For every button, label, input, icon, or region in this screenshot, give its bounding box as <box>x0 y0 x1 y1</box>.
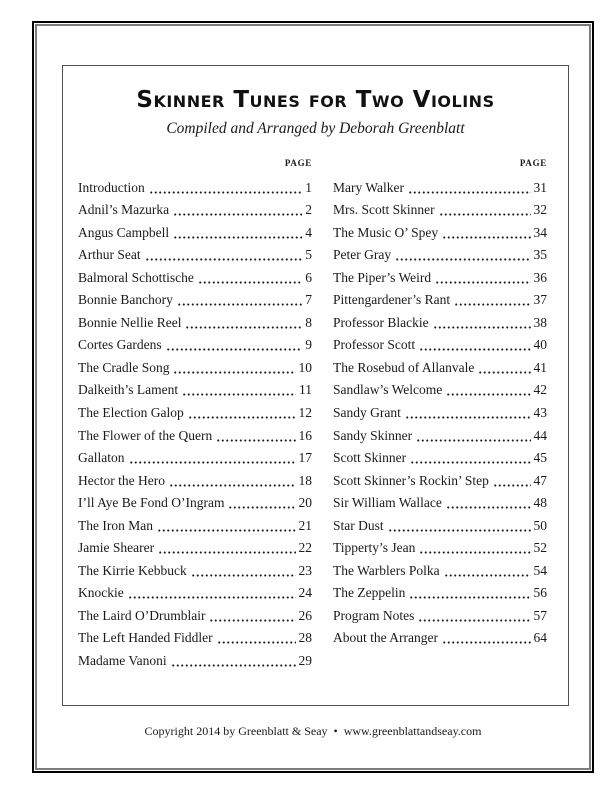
toc-entry-page: 22 <box>298 540 312 556</box>
toc-entry <box>333 466 547 489</box>
dot-leader <box>198 279 302 286</box>
dot-leader <box>409 594 530 601</box>
toc-entry <box>333 556 547 579</box>
dot-leader <box>493 482 531 489</box>
dot-leader <box>166 346 303 353</box>
toc-entry-page: 7 <box>305 292 312 308</box>
toc-entry-title: Program Notes <box>333 607 415 623</box>
dot-leader <box>416 437 530 444</box>
toc-entry-title: Scott Skinner <box>333 450 407 466</box>
toc-entry-title: The Zeppelin <box>333 585 406 601</box>
page-column-header-left: PAGE <box>284 158 312 168</box>
toc-entry-page: 2 <box>305 202 312 218</box>
toc-entry <box>78 556 312 579</box>
dot-leader <box>158 549 295 556</box>
toc-column-left <box>78 155 312 669</box>
dot-leader <box>405 414 531 421</box>
toc-entry-page: 9 <box>305 337 312 353</box>
toc-entry <box>78 218 312 241</box>
toc-entry-page: 11 <box>299 382 312 398</box>
dot-leader <box>419 549 530 556</box>
toc-entry <box>333 398 547 421</box>
toc-entry <box>333 511 547 534</box>
toc-entry-title: Angus Campbell <box>78 224 170 240</box>
toc-entry <box>333 331 547 354</box>
toc-entry <box>333 444 547 467</box>
toc-entry-title: The Cradle Song <box>78 359 170 375</box>
toc-entry-title: Cortes Gardens <box>78 337 162 353</box>
toc-entry-title: Mary Walker <box>333 179 405 195</box>
page-title: Skinner Tunes for Two Violins <box>136 87 495 113</box>
toc-entry <box>333 286 547 309</box>
toc-entry <box>333 421 547 444</box>
dot-leader <box>145 256 303 263</box>
toc-entry-page: 17 <box>298 450 312 466</box>
toc-entry-title: Introduction <box>78 179 145 195</box>
toc-entry-page: 10 <box>298 359 312 375</box>
dot-leader <box>209 617 295 624</box>
toc-entry <box>333 353 547 376</box>
toc-entry <box>78 353 312 376</box>
dot-leader <box>173 369 295 376</box>
toc-entry-page: 50 <box>533 517 547 533</box>
toc-entry <box>333 218 547 241</box>
dot-leader <box>128 594 296 601</box>
toc-entry-page: 42 <box>533 382 547 398</box>
toc-entry-page: 64 <box>533 630 547 646</box>
toc-entry-title: The Flower of the Quern <box>78 427 213 443</box>
toc-entry-page: 18 <box>298 472 312 488</box>
toc-entry-title: Gallaton <box>78 450 125 466</box>
toc-entry-title: The Rosebud of Allanvale <box>333 359 475 375</box>
toc-entry-title: Jamie Shearer <box>78 540 155 556</box>
toc-entry-title: The Piper’s Weird <box>333 269 432 285</box>
toc-entry-page: 28 <box>298 630 312 646</box>
toc-entry <box>78 624 312 647</box>
dot-leader <box>433 324 531 331</box>
toc-entry-title: Tipperty’s Jean <box>333 540 416 556</box>
toc-entry-title: Bonnie Nellie Reel <box>78 314 182 330</box>
toc-entry-title: Sandlaw’s Welcome <box>333 382 443 398</box>
toc-entry <box>78 263 312 286</box>
toc-entry <box>78 489 312 512</box>
toc-entry <box>78 376 312 399</box>
toc-entry <box>78 444 312 467</box>
toc-entry <box>333 263 547 286</box>
toc-entry <box>78 286 312 309</box>
toc-entry <box>78 534 312 557</box>
dot-leader <box>173 211 302 218</box>
toc-entry-title: The Laird O’Drumblair <box>78 607 206 623</box>
toc-entry-title: Pittengardener’s Rant <box>333 292 451 308</box>
dot-leader <box>173 234 302 241</box>
toc-entry-title: I’ll Aye Be Fond O’Ingram <box>78 495 225 511</box>
dot-leader <box>419 346 530 353</box>
toc-entry-title: Professor Blackie <box>333 314 429 330</box>
toc-entry <box>333 196 547 219</box>
toc-entry-title: The Left Handed Fiddler <box>78 630 213 646</box>
toc-entry-page: 4 <box>305 224 312 240</box>
toc-entry-title: The Kirrie Kebbuck <box>78 562 187 578</box>
dot-leader <box>410 459 530 466</box>
toc-entry-page: 38 <box>533 314 547 330</box>
toc-entry-title: Balmoral Schottische <box>78 269 194 285</box>
toc-entry-page: 31 <box>533 179 547 195</box>
toc-entry <box>78 241 312 264</box>
toc-entry <box>78 601 312 624</box>
toc-entry-page: 56 <box>533 585 547 601</box>
toc-entry-page: 41 <box>533 359 547 375</box>
toc-entry-title: Professor Scott <box>333 337 416 353</box>
toc-entry-title: The Election Galop <box>78 405 184 421</box>
toc-entry <box>78 466 312 489</box>
toc-entry-page: 8 <box>305 314 312 330</box>
toc-entry-page: 26 <box>298 607 312 623</box>
toc-entry-page: 40 <box>533 337 547 353</box>
toc-entry-page: 1 <box>305 179 312 195</box>
toc-entry-page: 43 <box>533 405 547 421</box>
toc-entry-page: 34 <box>533 224 547 240</box>
toc-entry <box>78 331 312 354</box>
dot-leader <box>228 504 295 511</box>
toc-entry <box>333 241 547 264</box>
dot-leader <box>182 391 296 398</box>
dot-leader <box>478 369 530 376</box>
toc-entry-title: About the Arranger <box>333 630 438 646</box>
dot-leader <box>388 527 531 534</box>
toc-entry-page: 37 <box>533 292 547 308</box>
toc-entry-page: 54 <box>533 562 547 578</box>
toc-entry <box>78 511 312 534</box>
toc-entry-page: 45 <box>533 450 547 466</box>
toc-entry <box>333 489 547 512</box>
toc-entry-page: 48 <box>533 495 547 511</box>
toc-entry-title: Bonnie Banchory <box>78 292 173 308</box>
toc-entry <box>333 173 547 196</box>
page-subtitle: Compiled and Arranged by Deborah Greenblatt <box>166 120 465 137</box>
toc-entry-title: Sandy Grant <box>333 405 401 421</box>
toc-entry-page: 23 <box>298 562 312 578</box>
content-frame <box>62 65 569 706</box>
toc-entry <box>333 376 547 399</box>
dot-leader <box>188 414 296 421</box>
toc-entry <box>333 624 547 647</box>
toc-entry-page: 32 <box>533 202 547 218</box>
toc-entry-title: The Music O’ Spey <box>333 224 439 240</box>
dot-leader <box>408 189 530 196</box>
toc-entry-page: 5 <box>305 247 312 263</box>
toc-entry-page: 35 <box>533 247 547 263</box>
toc-entry-page: 16 <box>298 427 312 443</box>
dot-leader <box>177 301 302 308</box>
toc-entry-title: Sandy Skinner <box>333 427 413 443</box>
toc-entry-page: 20 <box>298 495 312 511</box>
dot-leader <box>454 301 530 308</box>
toc-columns <box>63 155 568 669</box>
dot-leader <box>444 572 531 579</box>
dot-leader <box>418 617 530 624</box>
toc-entry <box>333 601 547 624</box>
toc-entry <box>78 646 312 669</box>
dot-leader <box>435 279 530 286</box>
dot-leader <box>217 639 296 646</box>
toc-entry-page: 12 <box>298 405 312 421</box>
toc-entry-title: The Warblers Polka <box>333 562 440 578</box>
dot-leader <box>149 189 303 196</box>
toc-entry-page: 36 <box>533 269 547 285</box>
toc-entry-title: Knockie <box>78 585 124 601</box>
toc-entry-page: 21 <box>298 517 312 533</box>
dot-leader <box>446 391 530 398</box>
toc-entry <box>78 196 312 219</box>
dot-leader <box>171 662 296 669</box>
toc-entry-page: 52 <box>533 540 547 556</box>
dot-leader <box>395 256 530 263</box>
dot-leader <box>446 504 531 511</box>
toc-entry-title: Mrs. Scott Skinner <box>333 202 435 218</box>
toc-entry-title: Adnil’s Mazurka <box>78 202 170 218</box>
toc-entry <box>78 579 312 602</box>
toc-entry <box>78 421 312 444</box>
toc-entry <box>333 308 547 331</box>
toc-list-right <box>333 173 547 646</box>
toc-entry-title: Arthur Seat <box>78 247 141 263</box>
toc-entry-page: 24 <box>298 585 312 601</box>
toc-entry-title: Sir William Wallace <box>333 495 442 511</box>
toc-entry <box>78 398 312 421</box>
toc-list-left <box>78 173 312 669</box>
toc-entry-title: Scott Skinner’s Rockin’ Step <box>333 472 489 488</box>
toc-entry-page: 44 <box>533 427 547 443</box>
dot-leader <box>442 234 530 241</box>
toc-entry-title: Madame Vanoni <box>78 653 167 669</box>
toc-entry-page: 57 <box>533 607 547 623</box>
dot-leader <box>191 572 296 579</box>
toc-entry-page: 6 <box>305 269 312 285</box>
toc-entry-page: 29 <box>298 653 312 669</box>
dot-leader <box>157 527 296 534</box>
dot-leader <box>439 211 531 218</box>
toc-entry-title: Peter Gray <box>333 247 392 263</box>
dot-leader <box>216 437 295 444</box>
toc-entry-title: Dalkeith’s Lament <box>78 382 179 398</box>
footer-copyright: Copyright 2014 by Greenblatt & Seay • www.greenblattandseay.com <box>144 724 482 738</box>
toc-column-right <box>333 155 547 669</box>
dot-leader <box>442 639 531 646</box>
toc-entry <box>78 308 312 331</box>
dot-leader <box>129 459 296 466</box>
dot-leader <box>185 324 302 331</box>
toc-entry <box>333 534 547 557</box>
toc-entry-title: Hector the Hero <box>78 472 165 488</box>
toc-entry-title: The Iron Man <box>78 517 153 533</box>
dot-leader <box>169 482 296 489</box>
toc-entry <box>78 173 312 196</box>
page-column-header-right: PAGE <box>519 158 547 168</box>
toc-entry <box>333 579 547 602</box>
toc-entry-title: Star Dust <box>333 517 384 533</box>
toc-entry-page: 47 <box>533 472 547 488</box>
